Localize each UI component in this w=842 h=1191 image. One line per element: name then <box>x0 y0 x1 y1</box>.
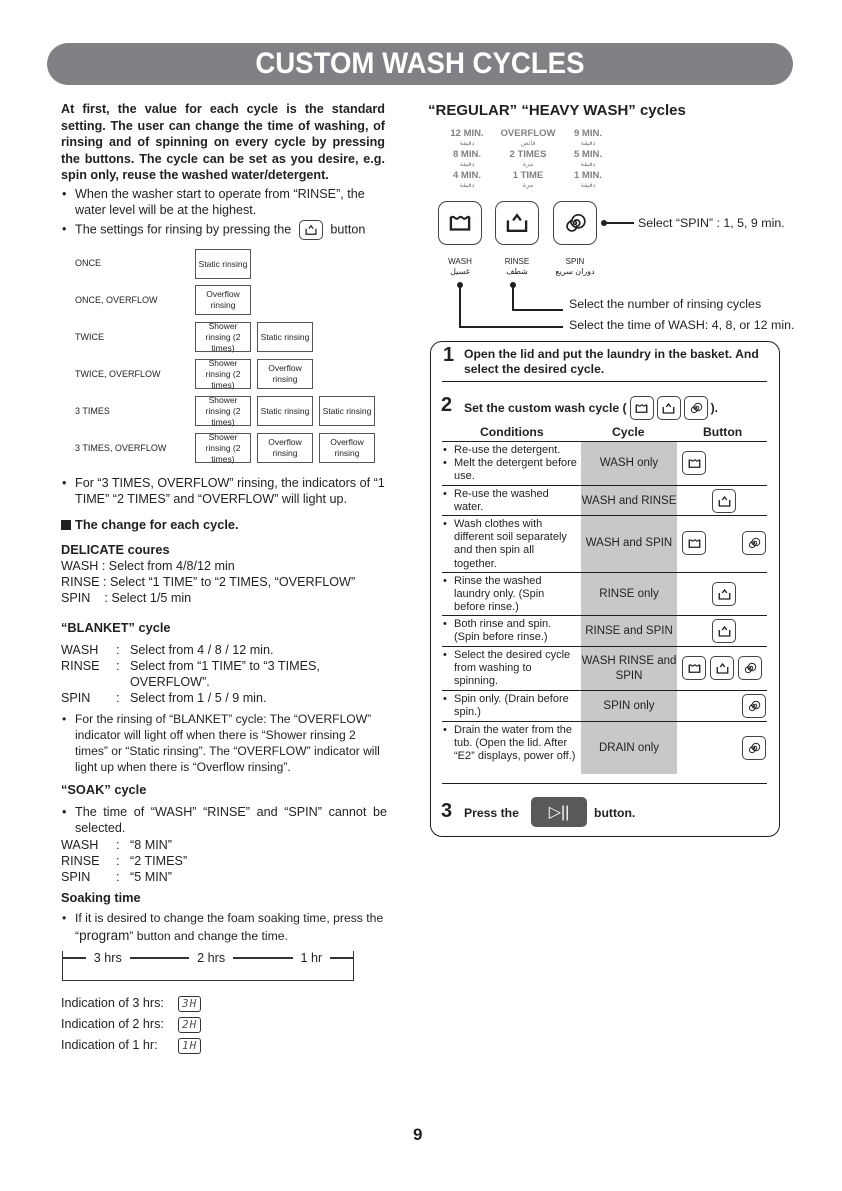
rinse-label-3-times-overflow: 3 TIMES, OVERFLOW <box>75 443 167 453</box>
cycle: RINSE and SPIN <box>585 624 673 637</box>
delicate-wash: WASH : Select from 4/8/12 min <box>61 559 235 573</box>
note-prefix: If it is desired to change the foam soaking time, press the “ <box>75 911 384 943</box>
table-row <box>442 573 768 615</box>
spin-button-icon <box>684 396 708 420</box>
square-bullet-icon <box>61 520 71 530</box>
table-row <box>442 486 768 516</box>
rinse-button-icon <box>299 220 323 240</box>
indicator: OVERFLOW فائض <box>500 128 556 147</box>
condition: • Re-use the washed water. <box>442 488 577 514</box>
rinse-label-twice: TWICE <box>75 332 104 342</box>
step-3-number: 3 <box>441 800 453 822</box>
condition: • Rinse the washed laundry only. (Spin before rinse.) <box>442 575 577 615</box>
rinse-box: Shower rinsing (2 times) <box>195 433 251 463</box>
indicator: 4 MIN. دقيقة <box>453 170 481 189</box>
condition: • Wash clothes with different soil separately and then spin all together. <box>442 518 577 571</box>
cycle: SPIN only <box>603 699 655 712</box>
indication-label: Indication of 2 hrs: <box>61 1017 164 1031</box>
table-row <box>442 691 768 721</box>
rinse-box: Shower rinsing (2 times) <box>195 322 251 352</box>
key: RINSE <box>61 854 100 868</box>
note-suffix: ” button and change the time. <box>129 929 288 943</box>
indicator: 12 MIN. دقيقة <box>450 128 484 147</box>
divider <box>442 381 767 382</box>
rinse-box: Static rinsing <box>319 396 375 426</box>
start-pause-button[interactable] <box>531 797 587 827</box>
wash-button-label: WASH غسيل <box>448 257 472 276</box>
indication-2hrs <box>61 1016 201 1033</box>
cycle: RINSE only <box>599 587 659 600</box>
table-row <box>442 443 768 485</box>
blanket-spin: SPIN : Select from 1 / 5 / 9 min. <box>61 691 267 705</box>
leader-line <box>459 326 563 328</box>
step-3-suffix: button. <box>594 806 636 820</box>
step-1-text: Open the lid and put the laundry in the basket. And select the desired cycle. <box>464 347 759 376</box>
spin-button-icon <box>742 694 766 718</box>
step-2-suffix: ). <box>710 400 719 415</box>
callout-spin: Select “SPIN” : 1, 5, 9 min. <box>638 216 785 230</box>
indication-3hrs <box>61 995 201 1012</box>
rinse-label-3-times: 3 TIMES <box>75 406 110 416</box>
rinse-label-twice-overflow: TWICE, OVERFLOW <box>75 369 161 379</box>
header-cycle: Cycle <box>612 425 645 439</box>
soak-wash: WASH : “8 MIN” <box>61 838 172 852</box>
step-3-prefix: Press the <box>464 806 519 820</box>
soaking-time-heading: Soaking time <box>61 890 141 905</box>
cycle: WASH RINSE and SPIN <box>581 654 677 682</box>
cycle: WASH only <box>599 456 659 469</box>
regular-heavy-title: “REGULAR” “HEAVY WASH” cycles <box>428 102 686 119</box>
spin-button-icon <box>738 656 762 680</box>
rinse-label-once: ONCE <box>75 258 102 268</box>
rinse-button[interactable] <box>495 201 539 245</box>
condition: • Both rinse and spin. (Spin before rinse.) <box>442 618 577 644</box>
table-row <box>442 616 768 646</box>
control-panel-indicators <box>437 129 617 190</box>
rinse-label-once-overflow: ONCE, OVERFLOW <box>75 295 158 305</box>
step-2-text <box>464 396 718 420</box>
rinse-button-icon <box>657 396 681 420</box>
rinse-box: Static rinsing <box>257 322 313 352</box>
leader-line <box>604 222 634 224</box>
soak-heading: “SOAK” cycle <box>61 782 147 797</box>
spin-icon <box>563 211 587 235</box>
page-title-banner <box>47 43 793 85</box>
blanket-heading: “BLANKET” cycle <box>61 620 171 635</box>
rinse-box: Static rinsing <box>195 249 251 279</box>
condition: • Melt the detergent before use. <box>442 457 577 483</box>
change-heading-text: The change for each cycle. <box>75 517 239 532</box>
spin-button-label: SPIN دوران سريع <box>555 257 595 276</box>
table-row <box>442 516 768 572</box>
bullet-rinse-start: • When the washer start to operate from “RINSE”, the water level will be at the highest. <box>61 187 385 218</box>
lcd-display: 3H <box>178 996 201 1012</box>
value: Select from 4 / 8 / 12 min. <box>130 643 274 657</box>
value: Select from “1 TIME” to “3 TIMES, <box>130 659 320 673</box>
delicate-heading: DELICATE coures <box>61 542 170 557</box>
callout-wash: Select the time of WASH: 4, 8, or 12 min. <box>569 318 795 332</box>
callout-rinse: Select the number of rinsing cycles <box>569 297 762 311</box>
indicator: 8 MIN. دقيقة <box>453 149 481 168</box>
blanket-wash: WASH : Select from 4 / 8 / 12 min. <box>61 643 274 657</box>
divider <box>442 783 767 784</box>
delicate-spin: SPIN : Select 1/5 min <box>61 591 192 605</box>
scale-1hr: 1 hr <box>293 951 331 965</box>
key: RINSE <box>61 659 100 673</box>
spin-button[interactable] <box>553 201 597 245</box>
rinse-box: Overflow rinsing <box>257 433 313 463</box>
lcd-display: 1H <box>178 1038 201 1054</box>
soak-time-scale <box>62 951 354 965</box>
indicator: 1 TIME مرة <box>512 170 544 189</box>
intro-paragraph: At first, the value for each cycle is the standard setting. The user can change the time of washing, of rinsing and of spinning on every cycle by pressing the buttons. The cycle can be set as you desire, e.g. spin only, reuse the washed water/detergent. <box>61 102 385 182</box>
spin-button-icon <box>742 531 766 555</box>
header-button: Button <box>703 425 743 439</box>
value: OVERFLOW”. <box>130 675 210 689</box>
blanket-rinse: RINSE : Select from “1 TIME” to “3 TIMES, <box>61 659 320 673</box>
indication-label: Indication of 3 hrs: <box>61 996 164 1010</box>
cycle: WASH and RINSE <box>581 494 677 507</box>
leader-line <box>459 285 461 327</box>
blanket-rinse-cont <box>61 674 210 690</box>
rinse-box: Overflow rinsing <box>319 433 375 463</box>
indicator: 5 MIN. دقيقة <box>574 149 602 168</box>
rinse-box: Shower rinsing (2 times) <box>195 396 251 426</box>
indicator: 9 MIN. دقيقة <box>574 128 602 147</box>
play-pause-icon: ▷|| <box>548 804 570 821</box>
table-row <box>442 647 768 690</box>
soaking-time-note <box>61 910 391 945</box>
table-row <box>442 722 768 776</box>
scale-2hrs: 2 hrs <box>189 951 233 965</box>
value: Select from 1 / 5 / 9 min. <box>130 691 267 705</box>
soak-spin: SPIN : “5 MIN” <box>61 870 172 884</box>
step-1-number: 1 <box>443 344 455 366</box>
bullet-rinse-settings <box>61 220 391 240</box>
page-title: CUSTOM WASH CYCLES <box>255 47 585 80</box>
page-number: 9 <box>413 1125 423 1144</box>
indication-1hr <box>61 1037 201 1054</box>
rinse-button-icon <box>712 489 736 513</box>
rinse-box: Static rinsing <box>257 396 313 426</box>
delicate-rinse: RINSE : Select “1 TIME” to “2 TIMES, “OVERFLOW” <box>61 575 356 589</box>
key: SPIN <box>61 691 91 705</box>
rinse-box: Overflow rinsing <box>195 285 251 315</box>
value: “5 MIN” <box>130 870 172 884</box>
scale-3hrs: 3 hrs <box>86 951 130 965</box>
bullet-settings-prefix: The settings for rinsing by pressing the <box>75 222 292 237</box>
rinse-box: Overflow rinsing <box>257 359 313 389</box>
wash-button-icon <box>630 396 654 420</box>
wash-icon <box>447 210 473 236</box>
indication-label: Indication of 1 hr: <box>61 1038 158 1052</box>
wash-button-icon <box>682 656 706 680</box>
soak-note: • The time of “WASH” “RINSE” and “SPIN” cannot be selected. <box>61 804 387 836</box>
key: SPIN <box>61 870 91 884</box>
rinse-button-icon <box>712 582 736 606</box>
lcd-display: 2H <box>178 1017 201 1033</box>
condition: • Spin only. (Drain before spin.) <box>442 693 577 719</box>
condition: • Select the desired cycle from washing to spinning. <box>442 649 577 689</box>
key: WASH <box>61 838 99 852</box>
rinse-button-icon <box>712 619 736 643</box>
leader-line <box>512 285 514 310</box>
divider <box>442 441 767 442</box>
value: “2 TIMES” <box>130 854 188 868</box>
cycle: WASH and SPIN <box>585 537 673 549</box>
bullet-settings-suffix: button <box>330 222 366 237</box>
cycle: DRAIN only <box>598 741 660 754</box>
change-heading <box>61 517 239 532</box>
condition: • Re-use the detergent. <box>442 444 577 457</box>
leader-line <box>512 309 563 311</box>
key: WASH <box>61 643 99 657</box>
wash-button-icon <box>682 531 706 555</box>
blanket-note: • For the rinsing of “BLANKET” cycle: The “OVERFLOW” indicator will light off when there is “Shower rinsing 2 times” or “Static rinsing”. The “OVERFLOW” indicator will light up when there is “Overflow rinsing”. <box>61 711 387 775</box>
step-2-number: 2 <box>441 394 453 416</box>
value: “8 MIN” <box>130 838 172 852</box>
indicator: 2 TIMES مرة <box>509 149 547 168</box>
indicator: 1 MIN. دقيقة <box>574 170 602 189</box>
rinse-button-icon <box>710 656 734 680</box>
step-2-prefix: Set the custom wash cycle ( <box>464 400 627 415</box>
spin-button-icon <box>742 736 766 760</box>
rinse-icon <box>504 210 530 236</box>
bullet-3-times-overflow: • For “3 TIMES, OVERFLOW” rinsing, the indicators of “1 TIME” “2 TIMES” and “OVERFLOW” will light up. <box>61 476 387 507</box>
header-conditions: Conditions <box>480 425 544 439</box>
rinse-button-label: RINSE شطف <box>504 257 530 276</box>
wash-button-icon <box>682 451 706 475</box>
condition: • Drain the water from the tub. (Open the lid. After “E2” displays, power off.) <box>442 724 577 764</box>
soak-rinse: RINSE : “2 TIMES” <box>61 854 188 868</box>
rinse-box: Shower rinsing (2 times) <box>195 359 251 389</box>
program-keyword: program <box>79 928 130 943</box>
wash-button[interactable] <box>438 201 482 245</box>
